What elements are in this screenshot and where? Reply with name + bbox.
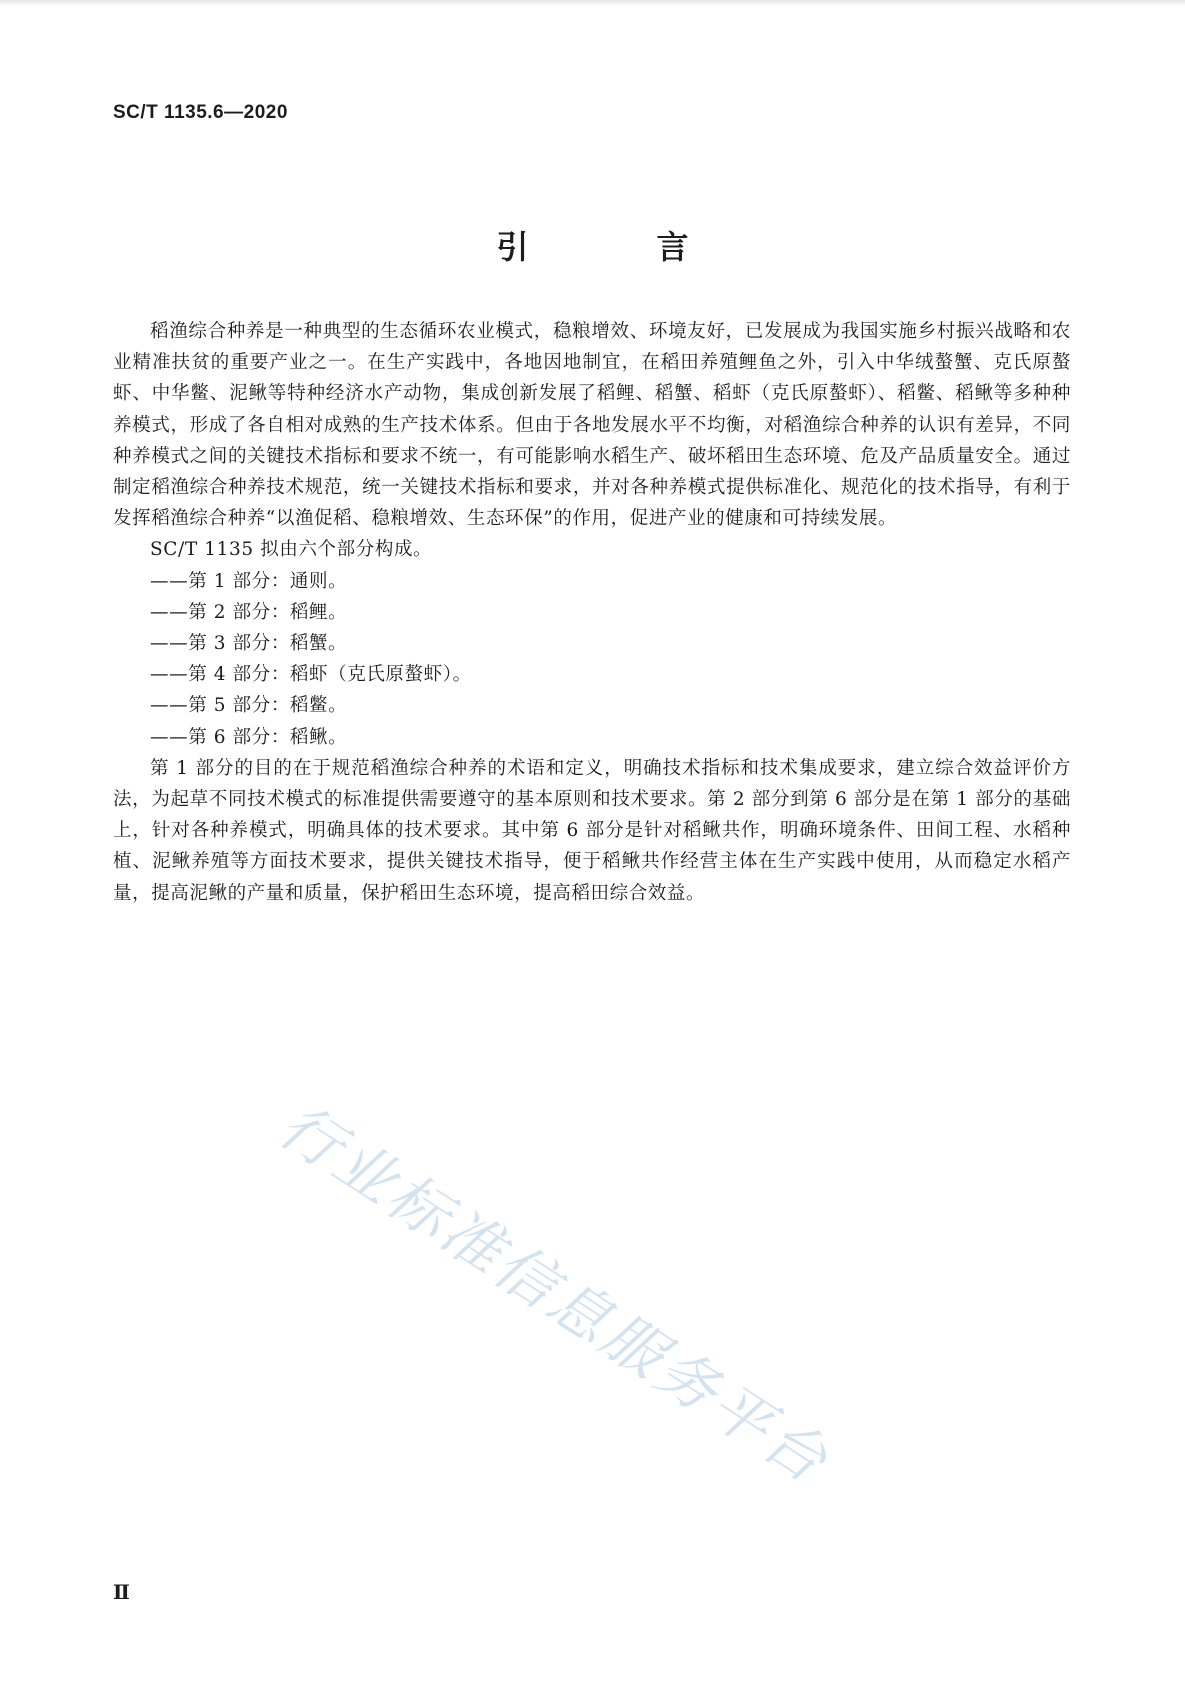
intro-paragraph: 稻渔综合种养是一种典型的生态循环农业模式，稳粮增效、环境友好，已发展成为我国实施乡村振兴战略和农业精准扶贫的重要产业之一。在生产实践中，各地因地制宜，在稻田养殖鲤鱼之外，引入中华绒螯蟹、克氏原螯虾、中华鳖、泥鳅等特种经济水产动物，集成创新发展了稻鲤、稻蟹、稻虾（克氏原螯虾）、稻鳖、稻鳅等多种种养模式，形成了各自相对成熟的生产技术体系。但由于各地发展水平不均衡，对稻渔综合种养的认识有差异，不同种养模式之间的关键技术指标和要求不统一，有可能影响水稻生产、破坏稻田生态环境、危及产品质量安全。通过制定稻渔综合种养技术规范，统一关键技术指标和要求，并对各种养模式提供标准化、规范化的技术指导，有利于发挥稻渔综合种养“以渔促稻、稳粮增效、生态环保”的作用，促进产业的健康和可持续发展。 xyxy=(113,321,1071,530)
page-title: 引 言 xyxy=(496,228,737,266)
parts-list xyxy=(113,566,1071,753)
list-item: ——第 4 部分：稻虾（克氏原螯虾）。 xyxy=(150,664,472,686)
list-item: ——第 6 部分：稻鳅。 xyxy=(150,726,348,748)
list-item: ——第 1 部分：通则。 xyxy=(150,570,348,592)
list-item: ——第 2 部分：稻鲤。 xyxy=(150,601,348,623)
standard-number: SC/T 1135.6—2020 xyxy=(113,102,288,123)
list-item: ——第 3 部分：稻蟹。 xyxy=(150,633,348,655)
purpose-paragraph: 第 1 部分的目的在于规范稻渔综合种养的术语和定义，明确技术指标和技术集成要求，建立综合效益评价方法，为起草不同技术模式的标准提供需要遵守的基本原则和技术要求。第 2 部分到第 6 部分是在第 1 部分的基础上，针对各种养模式，明确具体的技术要求。其中第 6 部分是针对稻鳅共作，明确环境条件、田间工程、水稻种植、泥鳅养殖等方面技术要求，提供关键技术指导，便于稻鳅共作经营主体在生产实践中使用，从而稳定水稻产量，提高泥鳅的产量和质量，保护稻田生态环境，提高稻田综合效益。 xyxy=(113,757,1071,904)
structure-paragraph: SC/T 1135 拟由六个部分构成。 xyxy=(150,539,433,561)
document-body xyxy=(113,316,1071,909)
page-top-edge xyxy=(0,0,1185,6)
page-number: Ⅱ xyxy=(113,1582,130,1604)
watermark: 行业标准信息服务平台 xyxy=(266,1090,842,1499)
list-item: ——第 5 部分：稻鳖。 xyxy=(150,695,348,717)
